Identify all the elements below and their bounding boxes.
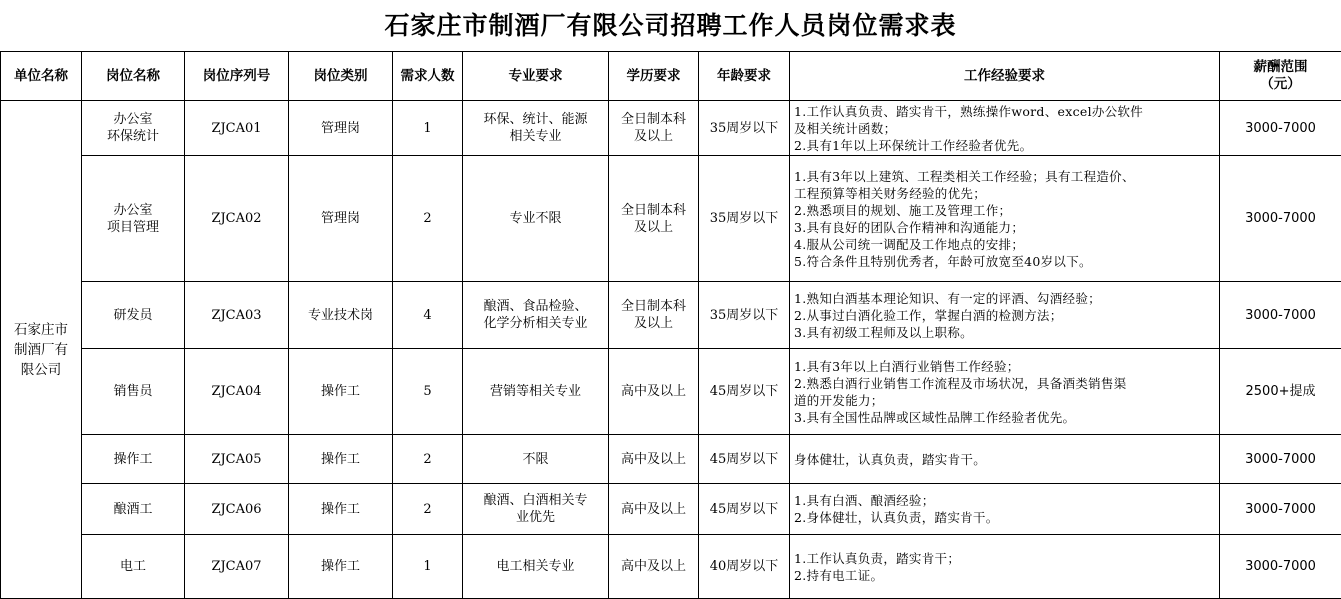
headcount-cell: 1 — [393, 101, 463, 156]
education-cell-line: 全日制本科 — [620, 299, 686, 314]
header-pay-line2: （元） — [1260, 76, 1301, 92]
page-title: 石家庄市制酒厂有限公司招聘工作人员岗位需求表 — [0, 0, 1341, 52]
education-cell-line: 高中及以上 — [620, 451, 686, 467]
post-type-cell: 专业技术岗 — [289, 282, 393, 349]
post-type-cell: 管理岗 — [289, 156, 393, 282]
post-name-cell — [82, 282, 185, 349]
major-cell — [463, 101, 609, 156]
post-code-cell: ZJCA07 — [185, 535, 289, 599]
education-cell-line: 及以上 — [633, 129, 673, 144]
experience-cell-line: 3.具有全国性品牌或区域性品牌工作经验者优先。 — [794, 409, 1076, 425]
education-cell — [609, 535, 699, 599]
post-name-cell — [82, 484, 185, 535]
headcount-cell: 2 — [393, 484, 463, 535]
experience-cell-line: 5.符合条件且特别优秀者，年龄可放宽至40岁以下。 — [794, 253, 1092, 269]
headcount-cell: 2 — [393, 156, 463, 282]
salary-cell: 3000-7000 — [1220, 535, 1341, 599]
major-cell — [463, 282, 609, 349]
unit-name-line: 石家庄市 — [14, 321, 68, 338]
major-cell-line: 酿酒、食品检验、 — [483, 299, 588, 314]
post-code-cell: ZJCA03 — [185, 282, 289, 349]
post-name-cell — [82, 101, 185, 156]
education-cell-line: 高中及以上 — [620, 384, 686, 399]
education-cell-line: 高中及以上 — [620, 559, 686, 574]
age-cell: 45周岁以下 — [699, 349, 790, 435]
headcount-cell: 5 — [393, 349, 463, 435]
header-edu: 学历要求 — [609, 52, 699, 101]
experience-cell-line: 2.从事过白酒化验工作，掌握白酒的检测方法； — [794, 307, 1063, 323]
post-name-cell-line: 操作工 — [113, 451, 153, 467]
major-cell-line: 专业不限 — [509, 211, 562, 226]
experience-cell-line: 2.熟悉白酒行业销售工作流程及市场状况，具备酒类销售渠 — [794, 375, 1127, 391]
unit-name-line: 限公司 — [20, 361, 62, 378]
salary-cell: 3000-7000 — [1220, 282, 1341, 349]
post-name-cell — [82, 349, 185, 435]
header-pay — [1220, 52, 1341, 101]
experience-cell-line: 2.持有电工证。 — [794, 567, 884, 583]
post-name-cell-line: 办公室 — [113, 112, 153, 127]
experience-cell — [790, 349, 1220, 435]
post-type-cell: 操作工 — [289, 435, 393, 484]
education-cell — [609, 349, 699, 435]
major-cell — [463, 435, 609, 484]
age-cell: 35周岁以下 — [699, 282, 790, 349]
post-type-cell: 操作工 — [289, 484, 393, 535]
salary-cell: 3000-7000 — [1220, 156, 1341, 282]
post-name-cell-line: 项目管理 — [106, 219, 159, 235]
post-name-cell-line: 销售员 — [113, 384, 153, 399]
table-row — [1, 156, 1341, 282]
experience-cell-line: 1.具有白酒、酿酒经验； — [794, 493, 935, 508]
experience-cell-line: 1.具有3年以上白酒行业销售工作经验； — [794, 358, 1020, 374]
age-cell: 35周岁以下 — [699, 156, 790, 282]
experience-cell-line: 1.工作认真负责，踏实肯干； — [794, 550, 961, 566]
major-cell-line: 酿酒、白酒相关专 — [483, 493, 588, 508]
header-unit: 单位名称 — [1, 52, 82, 101]
major-cell — [463, 156, 609, 282]
post-name-cell-line: 酿酒工 — [113, 501, 153, 517]
salary-cell: 3000-7000 — [1220, 435, 1341, 484]
headcount-cell: 4 — [393, 282, 463, 349]
education-cell — [609, 282, 699, 349]
experience-cell-line: 4.服从公司统一调配及工作地点的安排； — [794, 236, 1025, 252]
post-code-cell: ZJCA06 — [185, 484, 289, 535]
post-type-cell: 管理岗 — [289, 101, 393, 156]
major-cell — [463, 349, 609, 435]
age-cell: 35周岁以下 — [699, 101, 790, 156]
education-cell — [609, 156, 699, 282]
table-row — [1, 435, 1341, 484]
age-cell: 45周岁以下 — [699, 435, 790, 484]
header-code: 岗位序列号 — [185, 52, 289, 101]
education-cell-line: 高中及以上 — [620, 501, 686, 517]
major-cell-line: 化学分析相关专业 — [483, 316, 588, 331]
unit-name-cell — [1, 101, 82, 599]
table-row — [1, 349, 1341, 435]
education-cell-line: 全日制本科 — [620, 112, 686, 127]
experience-cell — [790, 535, 1220, 599]
post-code-cell: ZJCA01 — [185, 101, 289, 156]
recruitment-table — [0, 51, 1341, 599]
header-pay-line1: 薪酬范围 — [1253, 59, 1308, 75]
education-cell-line: 全日制本科 — [620, 202, 686, 218]
experience-cell-line: 及相关统计函数； — [794, 120, 897, 136]
experience-cell-line: 2.身体健壮，认真负责，踏实肯干。 — [794, 510, 999, 525]
post-name-cell — [82, 435, 185, 484]
salary-cell: 3000-7000 — [1220, 101, 1341, 156]
major-cell-line: 营销等相关专业 — [489, 384, 581, 399]
experience-cell — [790, 484, 1220, 535]
header-row — [1, 52, 1341, 101]
post-type-cell: 操作工 — [289, 349, 393, 435]
post-code-cell: ZJCA05 — [185, 435, 289, 484]
education-cell — [609, 435, 699, 484]
post-name-cell — [82, 156, 185, 282]
experience-cell — [790, 156, 1220, 282]
education-cell-line: 及以上 — [633, 316, 673, 331]
experience-cell — [790, 435, 1220, 484]
experience-cell-line: 身体健壮，认真负责，踏实肯干。 — [794, 451, 987, 467]
headcount-cell: 1 — [393, 535, 463, 599]
experience-cell — [790, 101, 1220, 156]
major-cell — [463, 484, 609, 535]
header-type: 岗位类别 — [289, 52, 393, 101]
experience-cell — [790, 282, 1220, 349]
education-cell-line: 及以上 — [633, 219, 673, 235]
experience-cell-line: 道的开发能力； — [794, 392, 884, 408]
post-name-cell-line: 电工 — [119, 559, 146, 574]
header-major: 专业要求 — [463, 52, 609, 101]
experience-cell-line: 工程预算等相关财务经验的优先； — [794, 185, 987, 201]
education-cell — [609, 484, 699, 535]
table-row — [1, 101, 1341, 156]
age-cell: 40周岁以下 — [699, 535, 790, 599]
age-cell: 45周岁以下 — [699, 484, 790, 535]
experience-cell-line: 1.工作认真负责、踏实肯干，熟练操作word、excel办公软件 — [794, 103, 1144, 119]
experience-cell-line: 2.熟悉项目的规划、施工及管理工作； — [794, 202, 1012, 218]
experience-cell-line: 1.熟知白酒基本理论知识、有一定的评酒、勾酒经验； — [794, 290, 1101, 306]
post-name-cell-line: 环保统计 — [106, 129, 159, 144]
post-name-cell-line: 研发员 — [113, 307, 153, 323]
post-type-cell: 操作工 — [289, 535, 393, 599]
major-cell-line: 环保、统计、能源 — [483, 112, 588, 127]
unit-name-line: 制酒厂有 — [14, 341, 68, 358]
education-cell — [609, 101, 699, 156]
table-row — [1, 535, 1341, 599]
post-code-cell: ZJCA02 — [185, 156, 289, 282]
major-cell-line: 业优先 — [515, 510, 555, 525]
major-cell-line: 电工相关专业 — [496, 559, 575, 574]
header-post: 岗位名称 — [82, 52, 185, 101]
headcount-cell: 2 — [393, 435, 463, 484]
major-cell-line: 不限 — [522, 451, 549, 467]
experience-cell-line: 3.具有初级工程师及以上职称。 — [794, 324, 973, 340]
post-name-cell-line: 办公室 — [113, 202, 153, 218]
table-row — [1, 484, 1341, 535]
experience-cell-line: 3.具有良好的团队合作精神和沟通能力； — [794, 219, 1025, 235]
experience-cell-line: 2.具有1年以上环保统计工作经验者优先。 — [794, 137, 1033, 153]
salary-cell: 2500+提成 — [1220, 349, 1341, 435]
post-name-cell — [82, 535, 185, 599]
experience-cell-line: 1.具有3年以上建筑、工程类相关工作经验；具有工程造价、 — [794, 168, 1135, 184]
table-row — [1, 282, 1341, 349]
post-code-cell: ZJCA04 — [185, 349, 289, 435]
header-count: 需求人数 — [393, 52, 463, 101]
salary-cell: 3000-7000 — [1220, 484, 1341, 535]
major-cell-line: 相关专业 — [509, 129, 562, 144]
header-exp: 工作经验要求 — [790, 52, 1220, 101]
header-age: 年龄要求 — [699, 52, 790, 101]
major-cell — [463, 535, 609, 599]
